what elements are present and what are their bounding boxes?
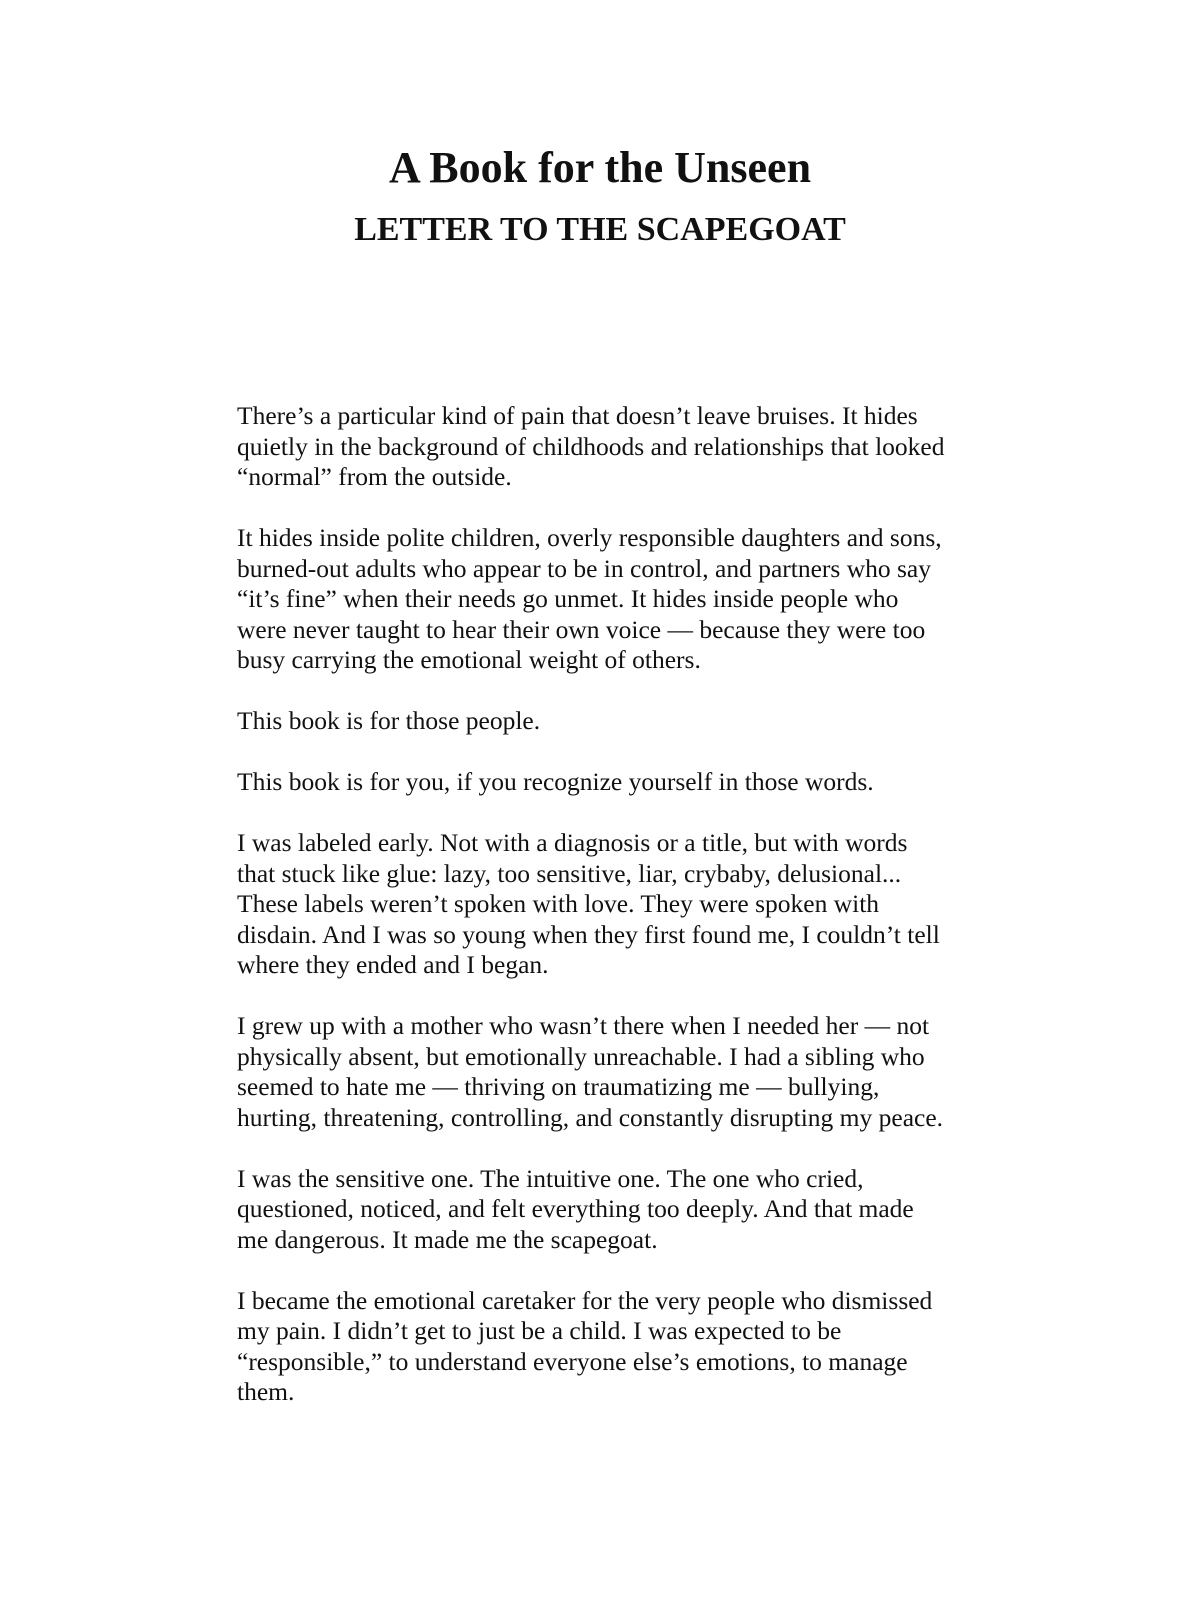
paragraph-line: It hides inside polite children, overly responsible daughters and sons, <box>237 523 942 552</box>
paragraph-line: busy carrying the emotional weight of others. <box>237 645 701 674</box>
paragraph-line: my pain. I didn’t get to just be a child. I was expected to be <box>237 1316 842 1345</box>
paragraph-line: them. <box>237 1377 295 1406</box>
paragraph-line: There’s a particular kind of pain that doesn’t leave bruises. It hides <box>237 401 918 430</box>
paragraph-line: I was labeled early. Not with a diagnosis or a title, but with words <box>237 828 908 857</box>
paragraph-line: were never taught to hear their own voice — because they were too <box>237 614 926 644</box>
paragraph-line: I was the sensitive one. The intuitive one. The one who cried, <box>237 1163 864 1193</box>
paragraph-4 <box>237 767 1037 798</box>
paragraph-line: I became the emotional caretaker for the very people who dismissed <box>237 1285 933 1315</box>
page-title: A Book for the Unseen <box>388 143 812 192</box>
paragraph-line: physically absent, but emotionally unreachable. I had a sibling who <box>237 1041 925 1071</box>
paragraph-6 <box>237 1011 1037 1133</box>
paragraph-line: questioned, noticed, and felt everything too deeply. And that made <box>237 1194 914 1223</box>
paragraph-line: me dangerous. It made me the scapegoat. <box>237 1224 658 1254</box>
paragraph-line: This book is for those people. <box>237 706 541 735</box>
paragraph-line: This book is for you, if you recognize yourself in those words. <box>237 767 874 796</box>
paragraph-line: “responsible,” to understand everyone else’s emotions, to manage <box>237 1346 908 1376</box>
paragraph-line: disdain. And I was so young when they first found me, I couldn’t tell <box>237 919 940 949</box>
paragraph-line: that stuck like glue: lazy, too sensitive, liar, crybaby, delusional... <box>237 858 902 888</box>
paragraph-8 <box>237 1286 1037 1408</box>
paragraph-line: seemed to hate me — thriving on traumatizing me — bullying, <box>237 1072 880 1101</box>
paragraph-line: quietly in the background of childhoods and relationships that looked <box>237 431 945 461</box>
paragraph-line: I grew up with a mother who wasn’t there when I needed her — not <box>237 1011 930 1040</box>
paragraph-line: where they ended and I began. <box>237 950 549 979</box>
paragraph-3 <box>237 706 1037 737</box>
paragraph-2 <box>237 523 1037 676</box>
paragraph-line: These labels weren’t spoken with love. They were spoken with <box>237 889 880 918</box>
page-subtitle: LETTER TO THE SCAPEGOAT <box>354 211 846 248</box>
paragraph-1 <box>237 401 1037 493</box>
paragraph-5 <box>237 828 1037 981</box>
body-text <box>237 401 1037 1438</box>
paragraph-line: burned-out adults who appear to be in control, and partners who say <box>237 553 931 583</box>
paragraph-line: hurting, threatening, controlling, and constantly disrupting my peace. <box>237 1102 944 1132</box>
paragraph-line: “normal” from the outside. <box>237 462 512 491</box>
paragraph-7 <box>237 1164 1037 1256</box>
paragraph-line: “it’s fine” when their needs go unmet. It hides inside people who <box>237 584 899 613</box>
